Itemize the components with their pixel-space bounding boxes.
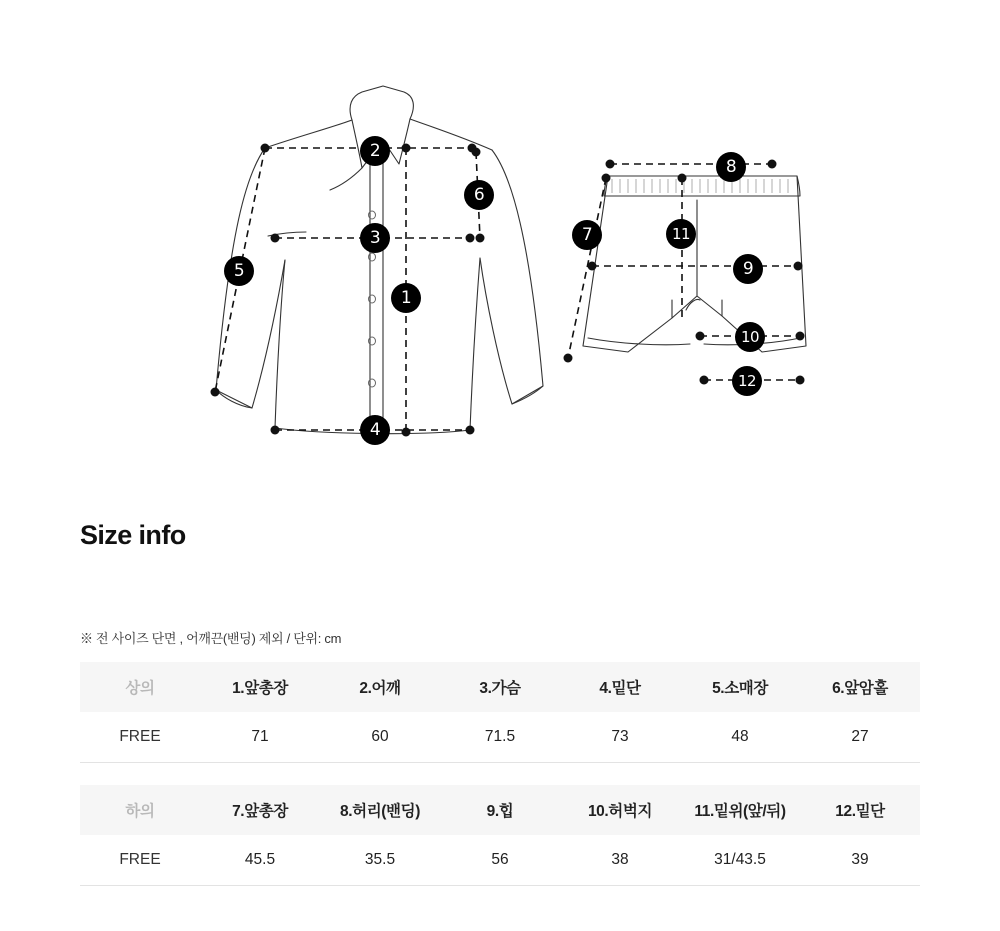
marker-7: 7 — [572, 220, 602, 250]
marker-3: 3 — [360, 223, 390, 253]
bottom-table-header-8: 8.허리(밴딩) — [340, 803, 420, 820]
size-note: ※ 전 사이즈 단면 , 어깨끈(밴딩) 제외 / 단위: cm — [80, 631, 342, 646]
marker-5: 5 — [224, 256, 254, 286]
marker-6: 6 — [464, 180, 494, 210]
marker-1: 1 — [391, 283, 421, 313]
shirt-right-shoulder — [410, 119, 492, 150]
bottom-table-header-11: 11.밑위(앞/뒤) — [694, 803, 786, 820]
top-row-size: FREE — [80, 712, 200, 763]
marker-11: 11 — [666, 219, 696, 249]
bottom-row-value-9: 56 — [440, 835, 560, 886]
top-row-value-3: 71.5 — [440, 712, 560, 763]
top-row-value-1: 71 — [200, 712, 320, 763]
bottom-table-header-12: 12.밑단 — [835, 803, 885, 820]
table-row — [80, 835, 920, 886]
table-header-row — [80, 662, 920, 712]
table-row — [80, 712, 920, 763]
marker-9: 9 — [733, 254, 763, 284]
marker-4: 4 — [360, 415, 390, 445]
bottom-row-value-10: 38 — [560, 835, 680, 886]
top-row-value-4: 73 — [560, 712, 680, 763]
bottom-row-value-8: 35.5 — [320, 835, 440, 886]
top-size-table — [80, 662, 920, 763]
top-table-header-5: 5.소매장 — [712, 680, 768, 697]
shirt-lapel-fold-left — [330, 168, 362, 190]
top-table-category-header: 상의 — [125, 680, 155, 697]
bottom-row-size: FREE — [80, 835, 200, 886]
measure-dots-shirt — [211, 144, 485, 437]
marker-2: 2 — [360, 136, 390, 166]
top-table-header-4: 4.밑단 — [599, 680, 641, 697]
bottom-table-header-9: 9.힙 — [486, 803, 514, 820]
bottom-size-table — [80, 785, 920, 886]
shorts-left-hem-inner — [588, 338, 690, 345]
size-tables — [80, 662, 920, 886]
bottom-table-header-7: 7.앞총장 — [232, 803, 288, 820]
shirt-left-shoulder — [265, 120, 352, 148]
top-table-header-1: 1.앞총장 — [232, 680, 288, 697]
bottom-row-value-12: 39 — [800, 835, 920, 886]
bottom-row-value-11: 31/43.5 — [680, 835, 800, 886]
bottom-table-header-10: 10.허벅지 — [587, 803, 653, 820]
top-table-header-3: 3.가슴 — [479, 680, 521, 697]
bottom-row-value-7: 45.5 — [200, 835, 320, 886]
shorts-waistband — [604, 176, 800, 196]
page-title: Size info — [80, 520, 186, 550]
top-row-value-2: 60 — [320, 712, 440, 763]
table-header-row — [80, 785, 920, 835]
top-table-header-6: 6.앞암홀 — [832, 680, 888, 697]
top-row-value-5: 48 — [680, 712, 800, 763]
marker-10: 10 — [735, 322, 765, 352]
shorts-fly — [686, 299, 700, 310]
marker-12: 12 — [732, 366, 762, 396]
top-row-value-6: 27 — [800, 712, 920, 763]
shorts-outline — [583, 176, 806, 352]
top-table-header-2: 2.어깨 — [359, 680, 401, 697]
table-divider — [80, 763, 920, 785]
measure-line-7 — [568, 178, 606, 358]
shirt-right-side — [470, 258, 480, 430]
marker-8: 8 — [716, 152, 746, 182]
shirt-collar-outer — [350, 86, 413, 120]
bottom-table-category-header: 하의 — [125, 803, 155, 820]
